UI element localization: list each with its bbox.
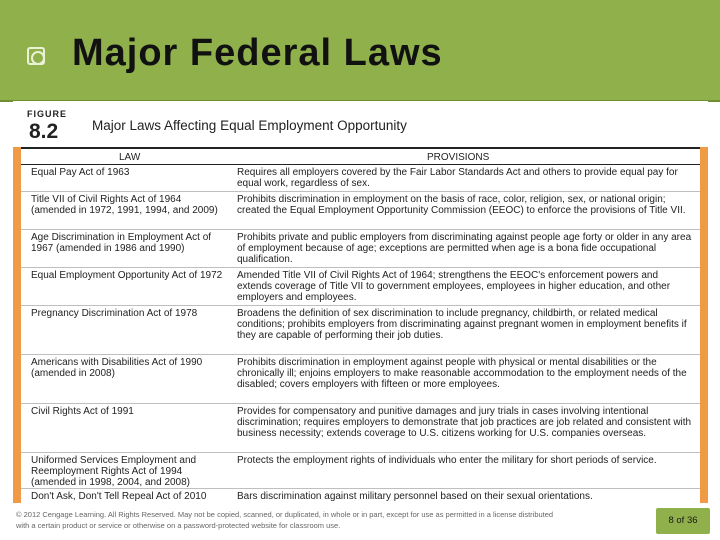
law-name: Uniformed Services Employment and Reemployment Rights Act of 1994 (amended in 1998, 2004, and 2008) <box>31 455 197 489</box>
copyright-notice: © 2012 Cengage Learning. All Rights Reserved. May not be copied, scanned, or duplicated, in whole or in part, except for use as permitted in a license distributed with a certain product or service or otherwise on a password-protected website for classroom use. <box>16 510 554 530</box>
law-name: Equal Employment Opportunity Act of 1972 <box>31 270 223 281</box>
table-header <box>21 147 700 165</box>
table-row <box>21 354 700 404</box>
law-provisions: Provides for compensatory and punitive damages and jury trials in cases involving intentional discrimination; requires employers to demonstrate that job practices are job related and consistent with business necessity; extends coverage to U.S. citizens working for U.S. companies overseas. <box>237 406 692 440</box>
law-name: Civil Rights Act of 1991 <box>31 406 134 417</box>
law-provisions: Prohibits discrimination in employment against people with physical or mental disabilities or the chronically ill; enjoins employers to make reasonable accommodation to the employment needs of the disabled; covers employers with fifteen or more employees. <box>237 357 687 391</box>
law-provisions: Bars discrimination against military personnel based on their sexual orientations. <box>237 491 593 502</box>
table-row <box>21 403 700 453</box>
laws-table <box>21 147 700 503</box>
title-band <box>0 0 720 102</box>
figure <box>13 101 708 503</box>
figure-label: FIGURE <box>27 109 68 119</box>
table-row <box>21 165 700 191</box>
table-row <box>21 452 700 489</box>
page-number-badge: 8 of 36 <box>656 508 710 534</box>
bullet-icon <box>27 47 45 65</box>
law-name: Americans with Disabilities Act of 1990 (amended in 2008) <box>31 357 203 380</box>
table-row <box>21 229 700 268</box>
law-provisions: Requires all employers covered by the Fair Labor Standards Act and others to provide equal pay for equal work, regardless of sex. <box>237 167 678 190</box>
law-name: Don't Ask, Don't Tell Repeal Act of 2010 <box>31 491 207 502</box>
law-provisions: Prohibits discrimination in employment on the basis of race, color, religion, sex, or national origin; created the Equal Employment Opportunity Commission (EEOC) to enforce the provisions of Title VII. <box>237 194 686 217</box>
law-provisions: Prohibits private and public employers from discriminating against people age forty or older in any area of employment because of age; exceptions are permitted when age is a bona fide occupational qualification. <box>237 232 692 266</box>
law-name: Equal Pay Act of 1963 <box>31 167 130 178</box>
figure-title: Major Laws Affecting Equal Employment Opportunity <box>92 118 407 133</box>
column-header-provisions: PROVISIONS <box>427 152 490 163</box>
table-row <box>21 305 700 355</box>
figure-header <box>13 101 708 147</box>
column-header-law: LAW <box>119 152 141 163</box>
law-provisions: Amended Title VII of Civil Rights Act of 1964; strengthens the EEOC's enforcement powers and extends coverage of Title VII to government employees, employees in higher education, and other employers and employees. <box>237 270 671 304</box>
law-name: Age Discrimination in Employment Act of 1967 (amended in 1986 and 1990) <box>31 232 212 255</box>
table-row <box>21 267 700 306</box>
law-provisions: Broadens the definition of sex discrimination to include pregnancy, childbirth, or related medical conditions; prohibits employers from discriminating against pregnant women in employment benefits if they are capable of performing their job duties. <box>237 308 687 342</box>
table-row <box>21 191 700 230</box>
law-name: Title VII of Civil Rights Act of 1964 (amended in 1972, 1991, 1994, and 2009) <box>31 194 218 217</box>
page-title: Major Federal Laws <box>72 32 443 74</box>
table-row <box>21 488 700 504</box>
law-provisions: Protects the employment rights of individuals who enter the military for short periods of service. <box>237 455 657 466</box>
law-name: Pregnancy Discrimination Act of 1978 <box>31 308 198 319</box>
figure-number: 8.2 <box>29 120 59 143</box>
